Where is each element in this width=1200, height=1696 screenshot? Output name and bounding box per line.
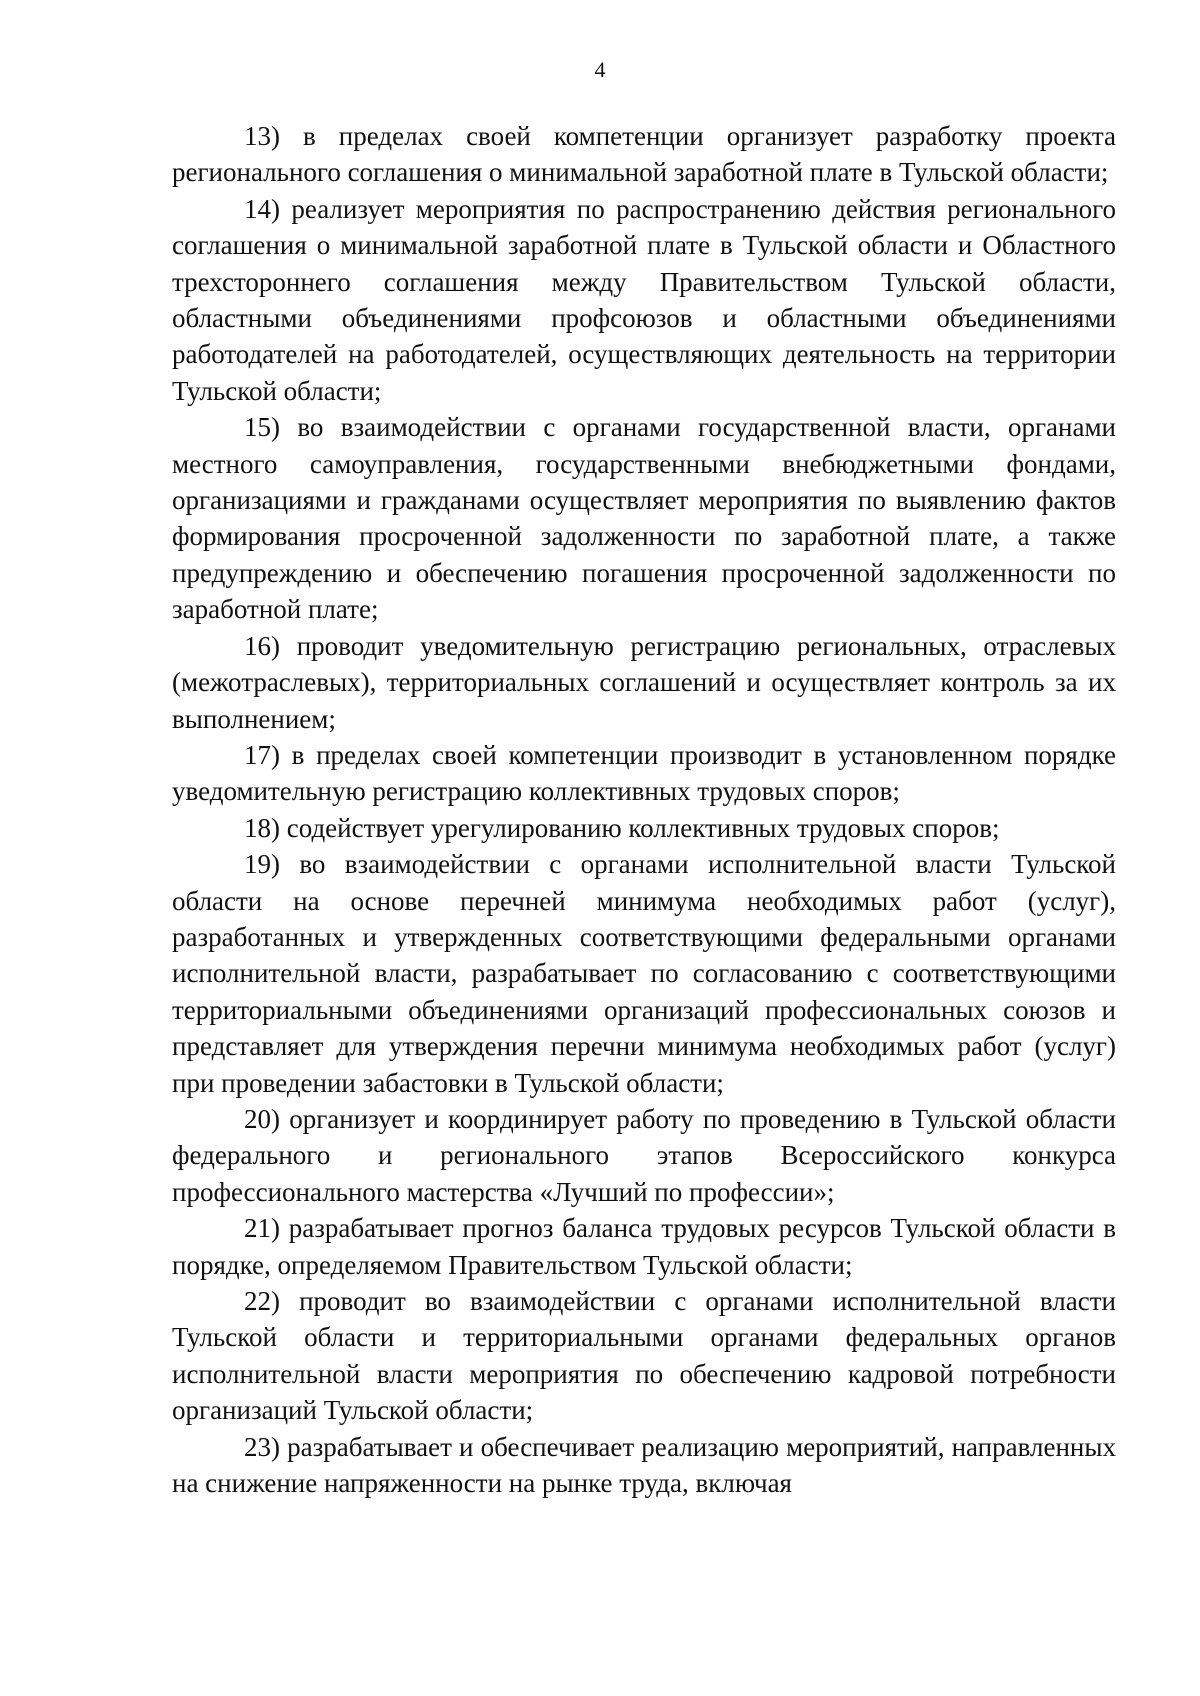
- paragraph-item-16: 16) проводит уведомительную регистрацию региональных, отраслевых (межотраслевых), территориальных соглашений и осуществляет контроль за их выполнением;: [172, 630, 1116, 734]
- paragraph-item-15: 15) во взаимодействии с органами государственной власти, органами местного самоуправления, государственными внебюджетными фондами, организациями и гражданами осуществляет мероприятия по выявлению фактов формирования просроченной задолженности по заработной плате, а также предупреждению и обеспечению погашения просроченной задолженности по заработной плате;: [172, 412, 1116, 625]
- document-body: [172, 118, 1116, 1501]
- paragraph-item-19: 19) во взаимодействии с органами исполнительной власти Тульской области на основе перечней минимума необходимых работ (услуг), разработанных и утвержденных соответствующими федеральными органами исполнительной власти, разрабатывает по согласованию с соответствующими территориальными объединениями организаций профессиональных союзов и представляет для утверждения перечни минимума необходимых работ (услуг) при проведении забастовки в Тульской области;: [172, 849, 1116, 1098]
- paragraph-item-23: 23) разрабатывает и обеспечивает реализацию мероприятий, направленных на снижение напряженности на рынке труда, включая: [172, 1431, 1116, 1499]
- paragraph-item-14: 14) реализует мероприятия по распространению действия регионального соглашения о минимальной заработной плате в Тульской области и Областного трехстороннего соглашения между Правительством Тульской области, областными объединениями профсоюзов и областными объединениями работодателей на работодателей, осуществляющих деятельность на территории Тульской области;: [172, 193, 1116, 406]
- paragraph-item-17: 17) в пределах своей компетенции производит в установленном порядке уведомительную регистрацию коллективных трудовых споров;: [172, 739, 1116, 807]
- paragraph-item-18: 18) содействует урегулированию коллективных трудовых споров;: [244, 812, 1000, 843]
- paragraph-item-20: 20) организует и координирует работу по проведению в Тульской области федерального и регионального этапов Всероссийского конкурса профессионального мастерства «Лучший по профессии»;: [172, 1103, 1116, 1207]
- paragraph-item-22: 22) проводит во взаимодействии с органами исполнительной власти Тульской области и территориальными органами федеральных органов исполнительной власти мероприятия по обеспечению кадровой потребности организаций Тульской области;: [172, 1286, 1116, 1426]
- paragraph-item-21: 21) разрабатывает прогноз баланса трудовых ресурсов Тульской области в порядке, определяемом Правительством Тульской области;: [172, 1213, 1116, 1280]
- page-number: 4: [594, 57, 606, 82]
- paragraph-item-13: 13) в пределах своей компетенции организует разработку проекта регионального соглашения о минимальной заработной плате в Тульской области;: [172, 121, 1116, 188]
